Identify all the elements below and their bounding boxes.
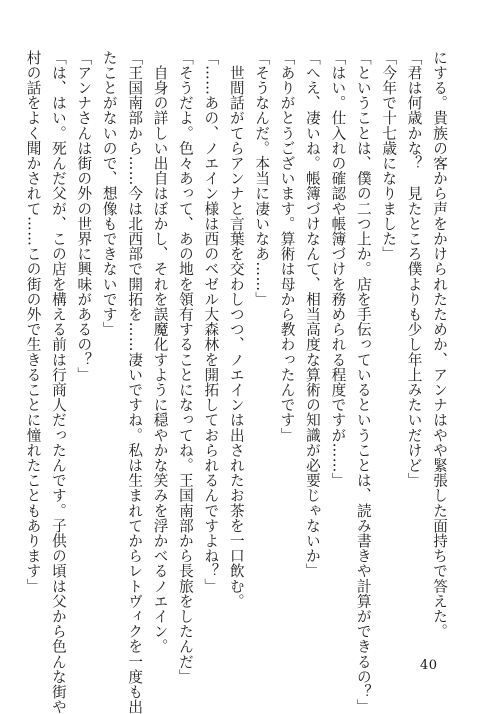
text-line: 「……あの、ノエイン様は西のベゼル大森林を開拓しておられるんですよね？」 bbox=[202, 50, 220, 594]
page-number: 40 bbox=[420, 658, 438, 673]
text-line: 「ありがとうございます。算術は母から教わったんです」 bbox=[278, 50, 296, 443]
text-line: 「そうなんだ。本当に凄いなあ……」 bbox=[253, 50, 271, 307]
text-line: 「は、はい。死んだ父が、この店を構える前は行商人だったんです。子供の頃は父から色んな街や bbox=[49, 50, 67, 714]
text-line: 「王国南部から……今は北西部で開拓を……凄いですね。私は生まれてからレトヴィクを一度も出 bbox=[126, 50, 144, 714]
text-line: 「へえ、凄いね。帳簿づけなんて、相当高度な算術の知識が必要じゃないか」 bbox=[303, 50, 321, 579]
text-line: 「はい。仕入れの確認や帳簿づけを務められる程度ですが……」 bbox=[329, 50, 347, 488]
text-line: たことがないので、想像もできないです」 bbox=[100, 50, 118, 337]
text-line: 「そうだよ。色々あって、あの地を領有することになってね。王国南部から長旅をしたんだ」 bbox=[176, 50, 194, 685]
text-line: 「今年で十七歳になりました」 bbox=[380, 50, 398, 262]
text-line: 自身の詳しい出自はぼかし、それを誤魔化すように穏やかな笑みを浮かべるノエイン。 bbox=[151, 50, 169, 654]
text-line: 「ということは、僕の二つ上か。店を手伝っているということは、読み書きや計算ができるの？」 bbox=[354, 50, 372, 714]
text-line: 「君は何歳かな？ 見たところ僕よりも少し年上みたいだけど」 bbox=[405, 50, 423, 488]
text-line: 世間話がてらアンナと言葉を交わしつつ、ノエインは出されたお茶を一口飲む。 bbox=[227, 50, 245, 609]
text-line: 「アンナさんは街の外の世界に興味があるの？」 bbox=[75, 50, 93, 383]
text-line: にする。貴族の客から声をかけられたためか、アンナはやや緊張した面持ちで答えた。 bbox=[431, 50, 448, 639]
text-line: 村の話をよく聞かされて……この街の外で生きることに憧れたこともあります」 bbox=[24, 50, 42, 594]
